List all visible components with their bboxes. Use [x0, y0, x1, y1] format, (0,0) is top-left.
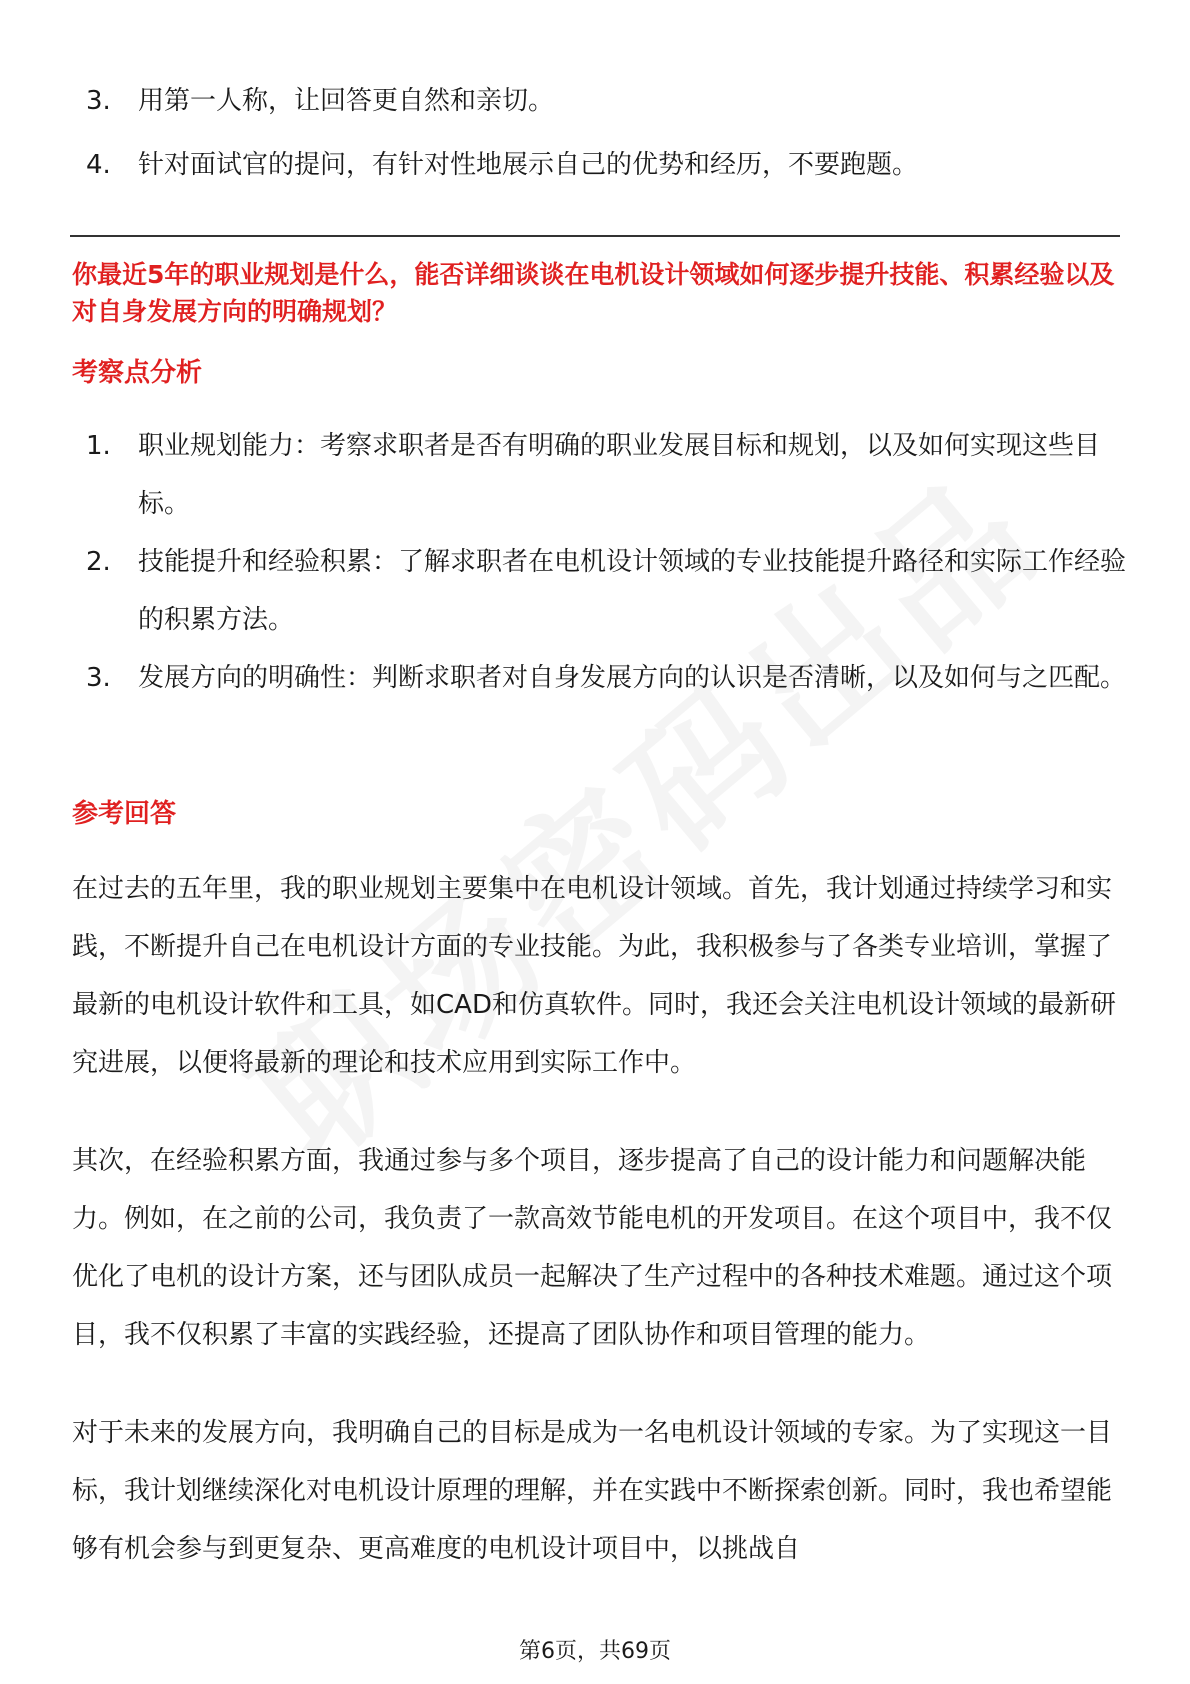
- answer-paragraph: 对于未来的发展方向，我明确自己的目标是成为一名电机设计领域的专家。为了实现这一目标，我计划继续深化对电机设计原理的理解，并在实践中不断探索创新。同时，我也希望能够有机会参与到更复杂、更高难度的电机设计项目中，以挑战自: [72, 1418, 1113, 1564]
- list-item: [86, 417, 1126, 533]
- list-text: 技能提升和经验积累：了解求职者在电机设计领域的专业技能提升路径和实际工作经验的积累方法。: [138, 547, 1127, 635]
- list-item: [86, 649, 1126, 707]
- list-number: 2.: [86, 547, 111, 577]
- list-item: [86, 136, 1126, 194]
- analysis-list: [86, 417, 1126, 707]
- list-text: 发展方向的明确性：判断求职者对自身发展方向的认识是否清晰，以及如何与之匹配。: [138, 663, 1127, 693]
- interview-question: 你最近5年的职业规划是什么，能否详细谈谈在电机设计领域如何逐步提升技能、积累经验以及对自身发展方向的明确规划？: [72, 260, 1115, 326]
- reference-answer: [72, 860, 1128, 1618]
- list-number: 3.: [86, 663, 111, 693]
- list-text: 用第一人称，让回答更自然和亲切。: [138, 86, 555, 116]
- analysis-heading: 考察点分析: [72, 358, 203, 388]
- tips-list: [86, 72, 1126, 194]
- section-divider: [70, 235, 1120, 237]
- answer-paragraph: 其次，在经验积累方面，我通过参与多个项目，逐步提高了自己的设计能力和问题解决能力。例如，在之前的公司，我负责了一款高效节能电机的开发项目。在这个项目中，我不仅优化了电机的设计方案，还与团队成员一起解决了生产过程中的各种技术难题。通过这个项目，我不仅积累了丰富的实践经验，还提高了团队协作和项目管理的能力。: [72, 1146, 1113, 1350]
- list-text: 职业规划能力：考察求职者是否有明确的职业发展目标和规划，以及如何实现这些目标。: [138, 431, 1101, 519]
- page-number: 第6页，共69页: [519, 1639, 671, 1664]
- list-number: 1.: [86, 431, 111, 461]
- answer-paragraph: 在过去的五年里，我的职业规划主要集中在电机设计领域。首先，我计划通过持续学习和实践，不断提升自己在电机设计方面的专业技能。为此，我积极参与了各类专业培训，掌握了最新的电机设计软件和工具，如CAD和仿真软件。同时，我还会关注电机设计领域的最新研究进展，以便将最新的理论和技术应用到实际工作中。: [72, 874, 1116, 1078]
- list-number: 3.: [86, 86, 111, 116]
- answer-heading: 参考回答: [72, 799, 177, 829]
- list-number: 4.: [86, 150, 111, 180]
- list-text: 针对面试官的提问，有针对性地展示自己的优势和经历，不要跑题。: [138, 150, 919, 180]
- list-item: [86, 533, 1126, 649]
- list-item: [86, 72, 1126, 130]
